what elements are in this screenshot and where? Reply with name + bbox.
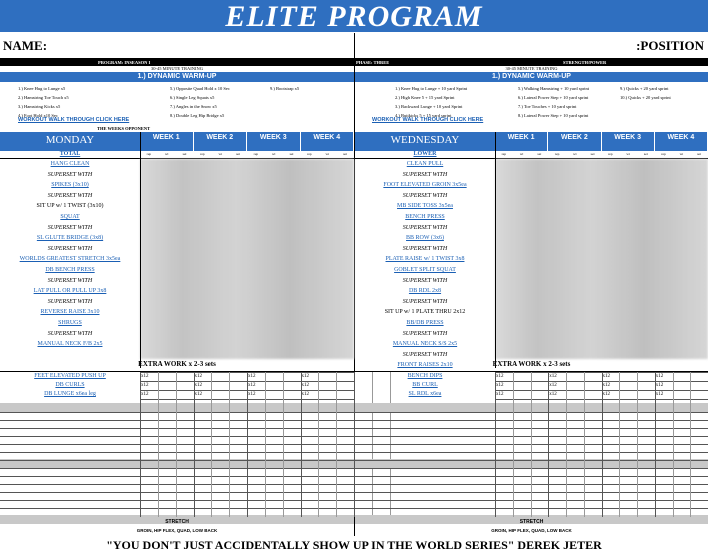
exercise-item[interactable]: LAT PULL OR PULL UP 3x8 xyxy=(33,288,107,295)
exercise-item[interactable]: SHRUGS xyxy=(58,320,82,326)
column-header: rep xyxy=(501,152,507,156)
column-header: rep xyxy=(661,152,666,156)
grid-line xyxy=(584,372,585,517)
column-header: wt xyxy=(325,152,329,156)
exercise-item[interactable]: SQUAT xyxy=(60,214,80,220)
warmup-item: 4.) Foot Hold x10 Sec xyxy=(18,113,58,118)
grid-line xyxy=(301,372,302,517)
opponent-label: THE WEEKS OPPONENT xyxy=(97,126,151,131)
superset-label: SUPERSET WITH xyxy=(402,245,448,252)
grid-line xyxy=(176,372,177,517)
blurred-log-area xyxy=(140,159,354,359)
reps-value: x12 xyxy=(655,392,664,397)
exercise-item[interactable]: BENCH PRESS xyxy=(405,214,445,220)
extra-title: EXTRA WORK x 2-3 sets xyxy=(492,360,571,368)
column-header: rep xyxy=(554,152,560,156)
grid-line xyxy=(673,372,674,517)
warmup-item: 3.) Hamstring Kicks x5 xyxy=(18,104,61,109)
name-label: NAME: xyxy=(3,38,48,53)
divider xyxy=(354,33,355,59)
reps-value: x12 xyxy=(496,383,504,388)
grid-line xyxy=(318,372,319,517)
warmup-item: 3.) Backward Lunge + 10 yard Sprint xyxy=(395,104,463,109)
column-header: wt xyxy=(218,152,222,156)
warmup-item: 4.) Buttkicks 5 + 15 yard sprint xyxy=(395,113,452,118)
exercise-item[interactable]: BB/DB PRESS xyxy=(406,320,444,326)
week-band xyxy=(194,143,248,151)
walkthrough-link[interactable]: WORKOUT WALK THROUGH CLICK HERE xyxy=(18,117,130,123)
reps-value: x12 xyxy=(194,374,202,379)
warmup-item: 5.) Opposite Quad Hold x 10 Sec xyxy=(170,86,230,91)
reps-value: x12 xyxy=(141,374,149,379)
reps-value: x12 xyxy=(549,374,557,379)
reps-value: x12 xyxy=(655,374,664,379)
exercise-item[interactable]: MB SIDE TOSS 3x5ea xyxy=(397,203,453,210)
column-header: rep xyxy=(307,152,312,156)
warmup-item: 6.) Single Leg Squats x5 xyxy=(170,95,215,100)
grid-line xyxy=(247,372,248,517)
superset-label: SUPERSET WITH xyxy=(47,192,93,199)
extra-exercise[interactable]: BENCH DIPS xyxy=(407,373,443,379)
reps-value: x12 xyxy=(248,374,256,379)
reps-value: x12 xyxy=(655,383,664,388)
column-header: wt xyxy=(519,152,524,156)
grid-line xyxy=(211,372,212,517)
exercise-item[interactable]: FRONT RAISES 2x10 xyxy=(397,362,453,369)
wednesday-section xyxy=(355,132,708,368)
warmup-item: 2.) Hamstring Toe Touch x5 xyxy=(18,95,69,100)
extra-exercise[interactable]: SL RDL x6ea xyxy=(408,391,442,397)
exercise-item[interactable]: PLATE RAISE w/ 1 TWIST 3x8 xyxy=(385,256,465,263)
reps-value: x12 xyxy=(496,392,504,397)
phase-label: PHASE: THREE xyxy=(356,60,390,65)
column-header: set xyxy=(537,152,542,156)
day-header: WEDNESDAY xyxy=(355,132,495,151)
week-header: WEEK 2 xyxy=(548,132,601,143)
week-header: WEEK 2 xyxy=(194,132,248,143)
grid-line xyxy=(158,372,159,517)
name-row xyxy=(0,33,708,59)
superset-label: SUPERSET WITH xyxy=(47,277,93,284)
week-header: WEEK 3 xyxy=(602,132,655,143)
grid-line xyxy=(495,372,496,517)
column-header: rep xyxy=(146,152,152,156)
week-band xyxy=(602,143,655,151)
week-band xyxy=(301,143,355,151)
divider xyxy=(140,132,141,368)
grid-line xyxy=(531,372,532,517)
superset-label: SUPERSET WITH xyxy=(402,224,448,231)
warmup-item: 9.) Bootstrap x5 xyxy=(270,86,300,91)
warmup-item: 1.) Knee Hug to Lunge x5 xyxy=(18,86,66,91)
week-band xyxy=(548,143,601,151)
grid-line xyxy=(602,372,603,517)
exercise-item: SIT UP w/ 1 PLATE THRU 2x12 xyxy=(384,309,466,316)
monday-section xyxy=(0,132,354,368)
warmup-item: 1.) Knee Hug to Lunge + 10 yard Sprint xyxy=(395,86,468,91)
walkthrough-link[interactable]: WORKOUT WALK THROUGH CLICK HERE xyxy=(372,117,484,123)
week-band xyxy=(247,143,301,151)
duration-label: 30-45 MINUTE TRAINING xyxy=(505,66,558,71)
superset-label: SUPERSET WITH xyxy=(402,192,448,199)
superset-label: SUPERSET WITH xyxy=(47,224,93,231)
exercise-item[interactable]: DB BENCH PRESS xyxy=(45,267,95,273)
extra-exercise[interactable]: DB LUNGE x6ea leg xyxy=(44,391,96,397)
reps-value: x12 xyxy=(549,392,557,397)
focus-label: TOTAL xyxy=(59,151,81,157)
column-header: set xyxy=(643,152,648,156)
blurred-log-area xyxy=(495,159,708,359)
exercise-item[interactable]: CLEAN PULL xyxy=(406,161,444,167)
superset-label: SUPERSET WITH xyxy=(402,330,448,337)
grid-line xyxy=(655,372,656,517)
exercise-item[interactable]: WORLDS GREATEST STRETCH 3x5ea xyxy=(19,256,121,263)
grid-line xyxy=(619,372,620,517)
week-header: WEEK 1 xyxy=(495,132,548,143)
column-header: set xyxy=(236,152,241,156)
page-title: ELITE PROGRAM xyxy=(0,0,708,32)
extra-exercise[interactable]: FEET ELEVATED PUSH UP xyxy=(34,373,106,379)
column-header: set xyxy=(697,152,702,156)
reps-value: x12 xyxy=(141,383,149,388)
extra-exercise[interactable]: BB CURL xyxy=(412,382,438,388)
grid-line xyxy=(283,372,284,517)
exercise-item[interactable]: BB ROW (3x6) xyxy=(406,235,444,242)
quote: "YOU DON'T JUST ACCIDENTALLY SHOW UP IN THE WORLD SERIES" DEREK JETER xyxy=(106,538,602,552)
warmup-item: 8.) Double Leg Hip Bridge x5 xyxy=(170,113,225,118)
stretch-title: STRETCH xyxy=(519,519,544,525)
stretch-detail: GROIN, HIP FLEX, QUAD, LOW BACK xyxy=(491,528,572,533)
column-header: wt xyxy=(271,152,276,156)
warmup-item: 7.) Toe Touches + 10 yard sprint xyxy=(518,104,577,109)
exercise-item: SIT UP w/ 1 TWIST (3x10) xyxy=(36,203,104,210)
focus-label: STRENGTH/POWER xyxy=(563,60,607,65)
grid-line xyxy=(690,372,691,517)
reps-value: x12 xyxy=(602,374,610,379)
exercise-item[interactable]: MANUAL NECK F/B 2x5 xyxy=(37,341,103,348)
reps-value: x12 xyxy=(602,383,610,388)
reps-value: x12 xyxy=(301,374,309,379)
week-header: WEEK 1 xyxy=(140,132,194,143)
reps-value: x12 xyxy=(301,392,309,397)
grid-line xyxy=(194,372,195,517)
column-header: rep xyxy=(608,152,613,156)
grid-line xyxy=(265,372,266,517)
duration-label: 30-45 MINUTE TRAINING xyxy=(151,66,203,71)
warmup-item: 2.) High Knee 5 + 15 yard Sprint xyxy=(395,95,455,100)
program-bar xyxy=(0,59,708,66)
exercise-item[interactable]: SL GLUTE BRIDGE (3x8) xyxy=(36,235,104,242)
focus-label: LOWER xyxy=(413,151,437,157)
warmup-item: 5.) Walking Hamstring + 10 yard sprint xyxy=(518,86,589,91)
column-header: wt xyxy=(626,152,630,156)
reps-value: x12 xyxy=(549,383,557,388)
program-label: PROGRAM: INSEASON I xyxy=(98,60,151,65)
reps-value: x12 xyxy=(602,392,610,397)
grid-line xyxy=(336,372,337,517)
warmup-item: 9.) Quicks + 20 yard sprint xyxy=(620,86,669,91)
extra-title: EXTRA WORK x 2-3 sets xyxy=(138,360,216,368)
warmup-item: 8.) Lateral Power Step + 10 yard sprint xyxy=(518,113,589,118)
week-header: WEEK 4 xyxy=(655,132,708,143)
reps-value: x12 xyxy=(248,392,256,397)
column-header: wt xyxy=(164,152,169,156)
reps-value: x12 xyxy=(194,392,202,397)
position-label: :POSITION xyxy=(636,38,704,53)
column-header: rep xyxy=(200,152,205,156)
grid-line xyxy=(637,372,638,517)
reps-value: x12 xyxy=(496,374,504,379)
stretch-title: STRETCH xyxy=(165,519,189,525)
superset-label: SUPERSET WITH xyxy=(402,171,448,178)
warmup-item: 7.) Angles in the Snow x5 xyxy=(170,104,217,109)
exercise-item[interactable]: SPIKES (3x10) xyxy=(51,182,89,189)
exercise-item[interactable]: MANUAL NECK S/S 2x5 xyxy=(392,341,458,348)
week-band xyxy=(140,143,194,151)
week-header: WEEK 3 xyxy=(247,132,301,143)
extra-left xyxy=(0,361,354,531)
week-band xyxy=(655,143,708,151)
week-band xyxy=(495,143,548,151)
column-header: wt xyxy=(573,152,577,156)
superset-label: SUPERSET WITH xyxy=(47,245,93,252)
superset-label: SUPERSET WITH xyxy=(402,277,448,284)
reps-value: x12 xyxy=(194,383,202,388)
warmup-item: 6.) Lateral Power Step + 10 yard sprint xyxy=(518,95,589,100)
day-header: MONDAY xyxy=(0,132,140,151)
grid-line xyxy=(566,372,567,517)
superset-label: SUPERSET WITH xyxy=(402,351,448,358)
superset-label: SUPERSET WITH xyxy=(47,330,93,337)
exercise-item[interactable]: GOBLET SPLIT SQUAT xyxy=(394,267,456,273)
reps-value: x12 xyxy=(248,383,256,388)
column-header: set xyxy=(343,152,348,156)
column-header: set xyxy=(289,152,294,156)
reps-value: x12 xyxy=(301,383,309,388)
stretch-detail: GROIN, HIP FLEX, QUAD, LOW BACK xyxy=(136,528,218,533)
divider xyxy=(495,132,496,368)
week-header: WEEK 4 xyxy=(301,132,355,143)
warmup-title: 1.) DYNAMIC WARM-UP xyxy=(0,72,354,82)
superset-label: SUPERSET WITH xyxy=(47,298,93,305)
column-header: set xyxy=(182,152,187,156)
exercise-item[interactable]: HANG CLEAN xyxy=(50,161,90,167)
grid-line xyxy=(140,372,141,517)
column-header: rep xyxy=(253,152,259,156)
column-header: set xyxy=(590,152,595,156)
grid-line xyxy=(548,372,549,517)
reps-value: x12 xyxy=(141,392,149,397)
exercise-item[interactable]: REVERSE RAISE 3x10 xyxy=(40,309,100,316)
superset-label: SUPERSET WITH xyxy=(47,171,93,178)
extra-right xyxy=(355,361,708,531)
warmup-item: 10.) Quicks + 20 yard sprint xyxy=(620,95,671,100)
superset-label: SUPERSET WITH xyxy=(402,298,448,305)
grid-line xyxy=(229,372,230,517)
warmup-title: 1.) DYNAMIC WARM-UP xyxy=(355,72,708,82)
column-header: wt xyxy=(679,152,684,156)
exercise-item[interactable]: DB RDL 2x8 xyxy=(408,288,442,295)
extra-exercise[interactable]: DB CURLS xyxy=(55,382,85,388)
exercise-item[interactable]: FOOT ELEVATED GROIN 3x5ea xyxy=(383,182,467,189)
grid-line xyxy=(513,372,514,517)
